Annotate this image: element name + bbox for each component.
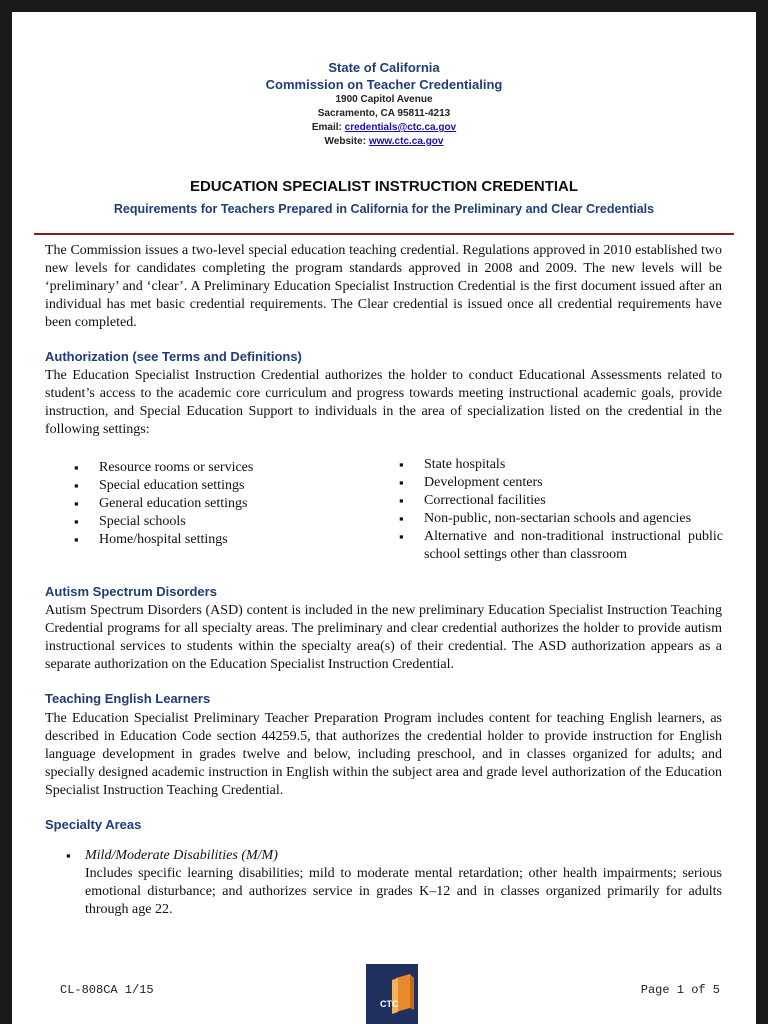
specialty-list <box>66 847 722 919</box>
letterhead <box>12 59 756 149</box>
intro-paragraph: The Commission issues a two-level special education teaching credential. Regulations approved in 2010 established two new levels for candidates completing the program standards approved in 2008 and 2009. The new levels will be ‘preliminary’ and ‘clear’. A Preliminary Education Specialist Instruction Credential is the first document issued after an individual has met basic credential requirements. The Clear credential is issued once all credential requirements have been completed. <box>45 243 722 330</box>
document-subtitle: Requirements for Teachers Prepared in California for the Preliminary and Clear Credentials <box>113 202 655 216</box>
specialty-item-description: Includes specific learning disabilities; mild to moderate mental retardation; other health impairments; serious emotional disturbance; and authorizes service in grades K–12 and in classes organized primarily for adults through age 22. <box>85 866 722 917</box>
list-item: ▪ General education settings <box>74 495 344 513</box>
website-line <box>12 135 756 149</box>
settings-list-right <box>399 456 723 564</box>
english-learners-paragraph: The Education Specialist Preliminary Teacher Preparation Program includes content for teaching English learners, as described in Education Code section 44259.5, that authorizes the credential holder to provide instruction for English language development in grades twelve and below, including preschool, and in classes organized for adults; and specially designed academic instruction in English within the subject area and grade level authorization of the Education Specialist Instruction Teaching Credential. <box>45 711 722 798</box>
title-divider <box>34 233 734 235</box>
logo-text: CTC <box>380 999 399 1009</box>
list-item: ▪ Correctional facilities <box>399 492 723 510</box>
specialty-heading: Specialty Areas <box>45 817 142 832</box>
document-title: EDUCATION SPECIALIST INSTRUCTION CREDENTIAL <box>189 178 579 195</box>
authorization-heading: Authorization (see Terms and Definitions) <box>45 349 302 364</box>
list-item: ▪ Non-public, non-sectarian schools and agencies <box>399 510 723 528</box>
list-item: ▪ State hospitals <box>399 456 723 474</box>
website-link[interactable]: www.ctc.ca.gov <box>368 136 444 147</box>
address-street: 1900 Capitol Avenue <box>335 94 433 105</box>
form-code: CL-808CA 1/15 <box>60 983 154 997</box>
english-learners-heading: Teaching English Learners <box>45 691 211 706</box>
list-item: ▪ Home/hospital settings <box>74 531 344 549</box>
list-item: ▪ Resource rooms or services <box>74 459 344 477</box>
website-label: Website: <box>324 136 369 147</box>
authorization-paragraph: The Education Specialist Instruction Credential authorizes the holder to conduct Educational Assessments related to student’s access to the academic core curriculum and progress towards meeting instructional academic goals, provide instruction, and Special Education Support to individuals in the area of specialization listed on the credential in the following settings: <box>45 368 722 437</box>
ctc-logo-icon <box>366 964 418 1024</box>
org-state: State of California <box>328 60 440 75</box>
settings-list-left <box>74 459 344 549</box>
address-city: Sacramento, CA 95811-4213 <box>317 108 451 119</box>
list-item: ▪ Development centers <box>399 474 723 492</box>
list-item: ▪ Alternative and non-traditional instructional public school settings other than classroom <box>399 528 723 564</box>
specialty-item-label: ▪ Mild/Moderate Disabilities (M/M) <box>66 847 722 865</box>
list-item: ▪ Special education settings <box>74 477 344 495</box>
list-item: ▪ Special schools <box>74 513 344 531</box>
page-number: Page 1 of 5 <box>640 983 720 997</box>
email-link[interactable]: credentials@ctc.ca.gov <box>344 122 457 133</box>
email-label: Email: <box>311 122 345 133</box>
autism-heading: Autism Spectrum Disorders <box>45 584 217 599</box>
document-page <box>12 12 756 1024</box>
autism-paragraph: Autism Spectrum Disorders (ASD) content is included in the new preliminary Education Specialist Instruction Teaching Credential programs for all specialty areas. The preliminary and clear credential authorizes the holder to provide autism instructional services to students within the specialty area(s) of their credential. The ASD authorization appears as a separate authorization on the Education Specialist Instruction Credential. <box>45 603 722 672</box>
org-commission: Commission on Teacher Credentialing <box>265 77 503 92</box>
email-line <box>12 121 756 135</box>
